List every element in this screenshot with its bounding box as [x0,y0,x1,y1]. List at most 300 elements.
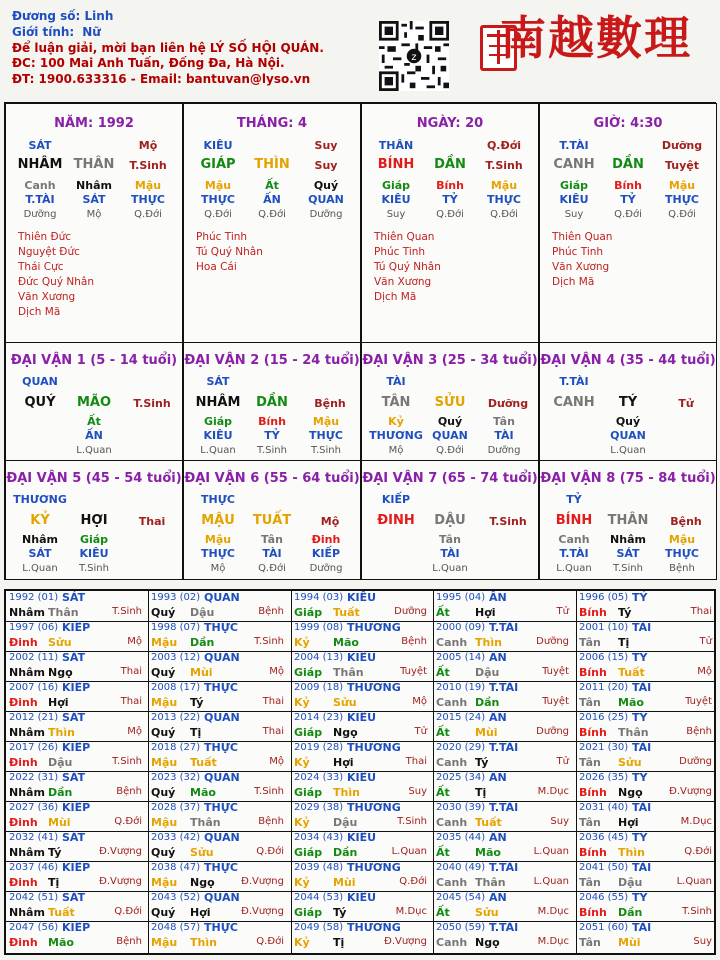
year-branch: Ngọ [48,666,73,679]
dai-van-stem-god: THƯƠNG [13,493,67,506]
year-branch: Ngọ [333,726,358,739]
year-stem: Mậu [151,816,178,829]
hidden-god: TỶ [264,429,280,442]
dai-van-stem-god: SÁT [206,375,230,388]
year-cycle: Bệnh [116,786,142,797]
year-stem: Ất [436,726,450,739]
year-god: KIÊU [347,711,377,724]
year-stem: Bính [579,726,607,739]
year-cell [6,831,148,861]
year-cycle: Thai [405,756,427,767]
year-label: 2028 (37) [151,802,201,813]
year-stem: Nhâm [9,906,45,919]
pillar-branch-cycle: Suy [314,159,338,172]
year-cycle: Thai [262,696,284,707]
dai-van-stem: QUÝ [24,395,56,410]
year-label: 2011 (20) [579,682,629,693]
year-stem: Nhâm [9,726,45,739]
year-branch: Tuất [190,756,217,769]
dai-van-branch: TÝ [618,395,638,410]
hidden-stem: Tân [493,415,515,428]
star-item: Đức Quý Nhân [18,276,94,288]
hidden-god: THỰC [201,547,235,560]
year-label: 2015 (24) [436,712,486,723]
year-label: 2025 (34) [436,772,486,783]
dai-van-stem: NHÂM [195,395,241,410]
year-branch: Tý [618,606,632,619]
year-branch: Tuất [333,606,360,619]
year-god: SÁT [62,651,86,664]
year-stem: Mậu [151,696,178,709]
pillar-stem-cycle: Mộ [138,139,158,152]
year-cell [148,891,290,921]
gender-label: Giới tính: [12,24,75,39]
year-god: KIẾP [62,861,91,874]
year-branch: Dậu [333,816,358,829]
hidden-stem: Đinh [311,533,341,546]
hidden-stem: Giáp [79,533,109,546]
year-god: TỶ [632,591,648,604]
year-label: 1994 (03) [294,592,344,603]
hidden-stem: Mậu [204,179,232,192]
year-stem: Kỷ [294,756,310,769]
year-god: TÀI [632,741,652,754]
year-cell [576,681,718,711]
year-stem: Canh [436,696,468,709]
year-branch: Tý [333,906,347,919]
dai-van-branch-cycle: Bệnh [314,397,346,410]
star-item: Tú Quý Nhân [374,261,441,273]
year-stem: Mậu [151,876,178,889]
hidden-god: TÀI [440,547,460,560]
year-branch: Hợi [333,756,354,769]
year-cycle: Tử [414,726,427,737]
hidden-stem: Nhâm [610,533,646,546]
year-cell [291,861,433,891]
hidden-god: SÁT [28,547,52,560]
hidden-god: QUAN [308,193,344,206]
year-stem: Tân [579,756,601,769]
year-god: T.TÀI [489,921,519,934]
pillar-stem-god: SÁT [28,139,52,152]
dai-van-title: ĐẠI VẬN 4 (35 - 44 tuổi) [540,353,716,368]
hidden-stem: Quý [615,415,641,428]
year-stem: Ất [436,906,450,919]
dai-van-cell [183,460,361,580]
star-item: Hoa Cái [196,261,237,273]
year-label: 2031 (40) [579,802,629,813]
year-stem: Ất [436,606,450,619]
pillar-cell [361,103,539,343]
year-branch: Tị [475,786,487,799]
svg-text:z: z [411,52,417,64]
header-info [12,9,324,88]
year-branch: Tý [475,756,489,769]
year-label: 2013 (22) [151,712,201,723]
year-god: TÀI [632,681,652,694]
dai-van-cell [361,342,539,462]
year-cycle: Dưỡng [394,606,427,617]
year-stem: Bính [579,606,607,619]
year-label: 1998 (07) [151,622,201,633]
year-cycle: Mộ [127,636,142,647]
hidden-god: THỰC [201,193,235,206]
hidden-stem: Mậu [490,179,518,192]
year-stem: Nhâm [9,846,45,859]
year-stem: Bính [579,906,607,919]
year-label: 2007 (16) [9,682,59,693]
hidden-stem: Ất [265,179,279,192]
year-label: 2044 (53) [294,892,344,903]
hidden-cycle: Q.Đới [204,209,232,220]
year-cycle: Q.Đới [114,816,142,827]
year-cell [148,651,290,681]
pillar-stem: GIÁP [200,157,236,172]
hidden-cycle: Q.Đới [258,209,286,220]
year-cycle: M.Dục [680,816,712,827]
year-cycle: Tuyệt [542,666,569,677]
year-branch: Mùi [333,876,356,889]
year-branch: Tý [190,696,204,709]
year-stem: Giáp [294,786,323,799]
year-label: 2030 (39) [436,802,486,813]
hidden-stem: Tân [439,533,461,546]
year-cell [148,921,290,951]
year-cycle: Tử [699,636,712,647]
year-branch: Dậu [618,876,643,889]
dai-van-branch: DẬU [434,513,466,528]
year-cycle: Tuyệt [685,696,712,707]
year-stem: Quý [151,786,176,799]
year-stem: Đinh [9,816,38,829]
hidden-cycle: L.Quan [200,445,236,456]
hidden-god: QUAN [432,429,468,442]
hidden-stem: Giáp [203,415,233,428]
dai-van-title: ĐẠI VẬN 5 (45 - 54 tuổi) [6,471,182,486]
year-god: QUAN [204,771,240,784]
year-label: 2033 (42) [151,832,201,843]
year-cell [6,891,148,921]
year-god: QUAN [204,891,240,904]
gender-value: Nữ [82,24,101,39]
year-stem: Tân [579,636,601,649]
year-branch: Dần [190,636,215,649]
year-branch: Hợi [190,906,211,919]
year-label: 2001 (10) [579,622,629,633]
pillar-stem: NHÂM [17,157,63,172]
year-god: ẤN [489,711,507,724]
year-cell [148,831,290,861]
hidden-cycle: Dưỡng [487,445,521,456]
year-cycle: Mộ [127,726,142,737]
year-cell [433,741,575,771]
year-god: THƯƠNG [347,741,401,754]
hidden-god: THỰC [131,193,165,206]
pillar-stem-cycle: Suy [314,139,338,152]
star-item: Dịch Mã [18,306,61,318]
year-branch: Mão [190,786,216,799]
year-branch: Dần [618,906,643,919]
hidden-cycle: Q.Đới [668,209,696,220]
hidden-god: TỶ [442,193,458,206]
year-branch: Dần [475,696,500,709]
year-label: 2041 (50) [579,862,629,873]
year-god: QUAN [204,651,240,664]
year-cycle: Dưỡng [679,756,712,767]
year-branch: Tị [190,726,202,739]
year-cell [148,621,290,651]
year-cycle: Thai [262,726,284,737]
year-label: 2036 (45) [579,832,629,843]
year-cell [433,771,575,801]
year-label: 2012 (21) [9,712,59,723]
year-stem: Ất [436,666,450,679]
dai-van-branch: TUẤT [252,513,292,528]
year-stem: Giáp [294,666,323,679]
year-stem: Nhâm [9,786,45,799]
year-branch: Sửu [190,846,214,859]
year-stem: Đinh [9,756,38,769]
year-god: ẤN [489,891,507,904]
year-stem: Kỷ [294,696,310,709]
year-god: ẤN [489,591,507,604]
hidden-god: ẤN [263,193,281,206]
hidden-stem: Mậu [668,533,696,546]
year-label: 2040 (49) [436,862,486,873]
year-cell [6,771,148,801]
year-branch: Sửu [48,636,72,649]
year-branch: Mão [618,696,644,709]
year-stem: Kỷ [294,936,310,949]
year-cycle: Mộ [412,696,427,707]
year-cycle: Đ.Vượng [99,876,142,887]
year-cell [6,861,148,891]
hidden-cycle: T.Sinh [311,445,341,456]
year-label: 2029 (38) [294,802,344,813]
dai-van-branch-cycle: T.Sinh [489,515,527,528]
year-branch: Thân [618,726,649,739]
year-cycle: Đ.Vượng [384,936,427,947]
pillar-title: NGÀY: 20 [416,116,484,131]
year-cycle: Bệnh [258,606,284,617]
year-branch: Tị [48,876,60,889]
year-label: 2017 (26) [9,742,59,753]
year-stem: Tân [579,696,601,709]
dai-van-title: ĐẠI VẬN 6 (55 - 64 tuổi) [184,471,360,486]
year-branch: Dần [333,846,358,859]
year-god: SÁT [62,711,86,724]
year-label: 1997 (06) [9,622,59,633]
year-god: T.TÀI [489,741,519,754]
pillar-branch: DẦN [612,157,644,172]
year-cycle: M.Dục [395,906,427,917]
year-label: 2005 (14) [436,652,486,663]
year-label: 2004 (13) [294,652,344,663]
year-stem: Kỷ [294,876,310,889]
year-cycle: Dưỡng [536,726,569,737]
dai-van-stem-god: TỶ [566,493,582,506]
pillar-title: GIỜ: 4:30 [593,116,663,131]
hidden-cycle: Dưỡng [23,209,57,220]
year-stem: Kỷ [294,816,310,829]
year-branch: Tị [618,636,630,649]
dai-van-cell [5,342,183,462]
year-cell [576,771,718,801]
year-stem: Tân [579,876,601,889]
dai-van-stem-god: TÀI [386,375,406,388]
year-stem: Mậu [151,636,178,649]
year-stem: Mậu [151,936,178,949]
year-god: KIÊU [347,651,377,664]
year-branch: Thìn [618,846,645,859]
year-cell [6,651,148,681]
year-label: 2019 (28) [294,742,344,753]
hidden-cycle: Q.Đới [614,209,642,220]
year-stem: Kỷ [294,636,310,649]
brand-logo: 南越數理 [500,11,692,65]
year-cell [6,591,148,621]
dai-van-cell [183,342,361,462]
year-god: TÀI [632,861,652,874]
hidden-god: T.TÀI [25,193,55,206]
year-label: 2037 (46) [9,862,59,873]
year-cycle: Bệnh [116,936,142,947]
year-stem: Tân [579,816,601,829]
hidden-cycle: L.Quan [610,445,646,456]
year-cycle: Suy [550,816,569,827]
year-label: 1993 (02) [151,592,201,603]
year-god: THỰC [204,861,238,874]
hidden-cycle: L.Quan [556,563,592,574]
year-label: 2039 (48) [294,862,344,873]
star-item: Văn Xương [18,291,76,303]
year-stem: Nhâm [9,666,45,679]
hidden-cycle: Q.Đới [436,445,464,456]
year-cell [6,801,148,831]
year-god: TỶ [632,771,648,784]
year-branch: Mùi [190,666,213,679]
year-cell [576,621,718,651]
hidden-stem: Canh [558,533,590,546]
hidden-stem: Nhâm [76,179,112,192]
dai-van-branch: HỢI [80,513,108,528]
dai-van-stem: CANH [553,395,595,410]
dai-van-branch: THÂN [607,513,649,528]
hidden-cycle: T.Sinh [257,445,287,456]
year-god: THỰC [204,801,238,814]
year-label: 2016 (25) [579,712,629,723]
year-label: 2008 (17) [151,682,201,693]
year-cell [148,771,290,801]
hidden-cycle: Q.Đới [258,563,286,574]
year-label: 2023 (32) [151,772,201,783]
pillar-stem-god: THÂN [378,139,414,152]
year-cycle: Đ.Vượng [99,846,142,857]
year-cell [291,831,433,861]
year-cell [576,651,718,681]
year-god: SÁT [62,831,86,844]
year-label: 2050 (59) [436,922,486,933]
year-stem: Canh [436,636,468,649]
contact-line-1: Để luận giải, mời bạn liên hệ LÝ SỐ HỘI QUÁN. [12,40,324,55]
pillar-cell [183,103,361,343]
dai-van-stem: MẬU [201,513,235,528]
year-cycle: M.Dục [537,786,569,797]
year-cycle: T.Sinh [112,756,142,767]
hidden-stem: Bính [258,415,286,428]
year-stem: Canh [436,756,468,769]
year-stem: Mậu [151,756,178,769]
year-cycle: Mộ [269,756,284,767]
year-god: T.TÀI [489,681,519,694]
year-branch: Dần [48,786,73,799]
star-item: Phúc Tinh [552,246,604,258]
year-cycle: L.Quan [676,876,712,887]
pillar-branch: DẦN [434,157,466,172]
chart-grid [4,102,716,580]
dai-van-stem: ĐINH [377,513,415,528]
year-stem: Bính [579,666,607,679]
dai-van-branch: MÃO [76,395,112,410]
dai-van-branch-cycle: Bệnh [670,515,702,528]
dai-van-branch-cycle: Tử [678,397,694,410]
hidden-stem: Giáp [381,179,411,192]
year-label: 2038 (47) [151,862,201,873]
year-branch: Tị [333,936,345,949]
year-cell [576,921,718,951]
dai-van-branch-cycle: Mộ [320,515,340,528]
year-stem: Bính [579,786,607,799]
pillar-title: NĂM: 1992 [54,116,134,131]
year-cycle: Suy [408,786,427,797]
year-cycle: T.Sinh [682,906,712,917]
year-label: 1996 (05) [579,592,629,603]
year-cell [576,891,718,921]
year-god: T.TÀI [489,801,519,814]
hidden-cycle: Q.Đới [134,209,162,220]
year-branch: Ngọ [475,936,500,949]
year-god: THƯƠNG [347,921,401,934]
hidden-cycle: Q.Đới [436,209,464,220]
hidden-god: KIÊU [79,547,109,560]
dai-van-title: ĐẠI VẬN 7 (65 - 74 tuổi) [362,471,538,486]
year-label: 1992 (01) [9,592,59,603]
year-cell [6,681,148,711]
year-label: 2047 (56) [9,922,59,933]
dai-van-cell [5,460,183,580]
year-god: TÀI [632,801,652,814]
year-label: 1999 (08) [294,622,344,633]
hidden-god: THỰC [665,193,699,206]
year-cycle: L.Quan [533,876,569,887]
year-stem: Quý [151,726,176,739]
dai-van-branch-cycle: T.Sinh [133,397,171,410]
year-stem: Giáp [294,846,323,859]
year-cycle: Q.Đới [399,876,427,887]
hidden-stem: Giáp [559,179,589,192]
year-stem: Giáp [294,906,323,919]
year-branch: Tuất [618,666,645,679]
year-cell [433,801,575,831]
year-cycle: Tử [556,606,569,617]
year-branch: Ngọ [190,876,215,889]
hidden-god: TÀI [494,429,514,442]
hidden-cycle: Suy [564,209,584,220]
year-label: 2020 (29) [436,742,486,753]
year-god: QUAN [204,591,240,604]
contact-line-2: ĐC: 100 Mai Anh Tuấn, Đống Đa, Hà Nội. [12,56,285,71]
year-god: KIẾP [62,681,91,694]
